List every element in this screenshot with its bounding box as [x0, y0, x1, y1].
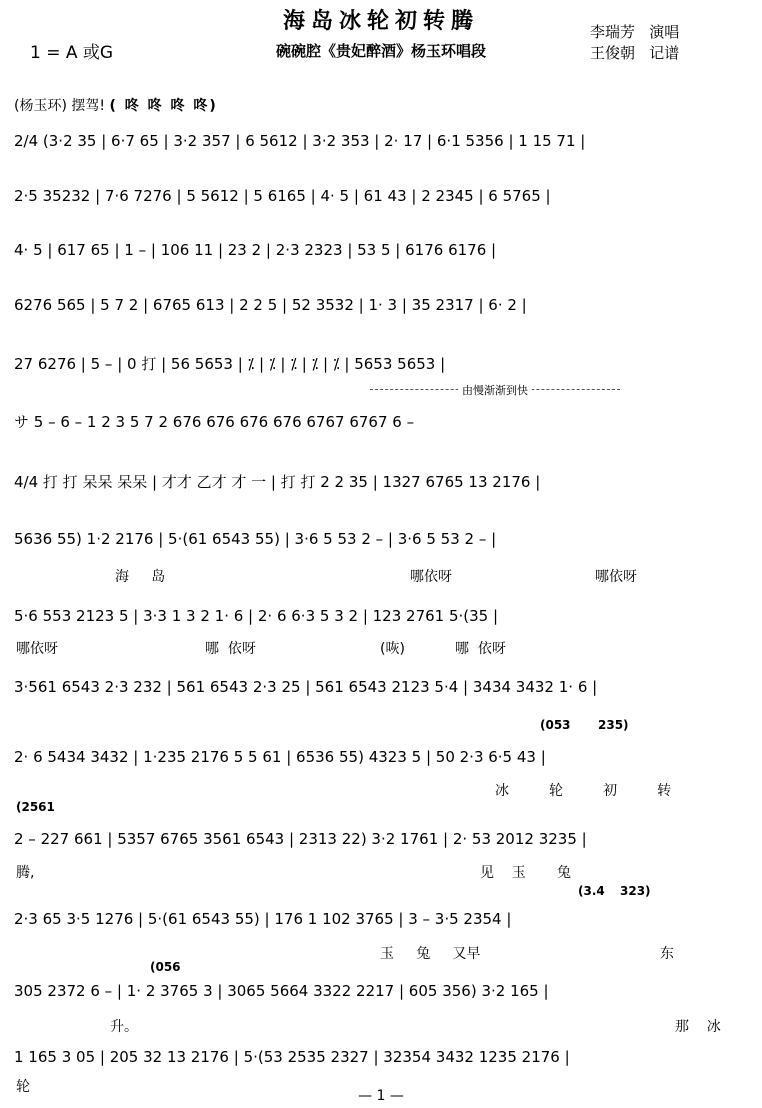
lyric-haidao: 海 岛 — [115, 569, 166, 585]
score-line-7: 4/4 打 打 呆呆 呆呆 | 才才 乙才 才 一 | 打 打 2 2 35 | 1327 6765 13 2176 | — [14, 473, 541, 491]
lyric-nayiya-5: 哪 依呀 — [455, 641, 506, 657]
song-subtitle: 碗碗腔《贵妃醉酒》杨玉环唱段 — [275, 42, 486, 60]
lyric-dong: 东 — [660, 946, 674, 962]
lyric-nayiya-2: 哪依呀 — [595, 569, 637, 585]
score-line-3: 4· 5 | 617 65 | 1 – | 106 11 | 23 2 | 2·3 2323 | 53 5 | 6176 6176 | — [14, 241, 497, 259]
lyric-binglun: 冰 轮 初 转 — [495, 783, 672, 799]
lyric-hui: (咴) — [380, 641, 405, 657]
score-line-2: 2·5 35232 | 7·6 7276 | 5 5612 | 5 6165 | 4· 5 | 61 43 | 2 2345 | 6 5765 | — [14, 187, 551, 205]
paren-235: 235) — [598, 718, 629, 732]
intro-beats: ( 咚 咚 咚 咚) — [109, 98, 218, 114]
lyric-nayiya-4: 哪 依呀 — [205, 641, 256, 657]
lyric-jianyutu: 见 玉 兔 — [480, 865, 571, 881]
lyric-yutu: 玉 兔 又早 — [380, 946, 481, 962]
score-line-6: サ 5 – 6 – 1 2 3 5 7 2 676 676 676 676 6767 6767 6 – — [14, 413, 415, 431]
score-line-12: 2 – 227 661 | 5357 6765 3561 6543 | 2313 22) 3·2 1761 | 2· 53 2012 3235 | — [14, 830, 587, 848]
score-line-9: 5·6 553 2123 5 | 3·3 1 3 2 1· 6 | 2· 6 6·3 5 3 2 | 123 2761 5·(35 | — [14, 607, 499, 625]
lyric-nayiya-3: 哪依呀 — [16, 641, 58, 657]
intro-speaker: (杨玉环) 摆驾! — [14, 98, 105, 114]
page-number: — 1 — — [358, 1088, 404, 1104]
score-line-1: 2/4 (3·2 35 | 6·7 65 | 3·2 357 | 6 5612 | 3·2 353 | 2· 17 | 6·1 5356 | 1 15 71 | — [14, 132, 586, 150]
credits — [590, 22, 679, 64]
score-line-13: 2·3 65 3·5 1276 | 5·(61 6543 55) | 176 1 102 3765 | 3 – 3·5 2354 | — [14, 910, 512, 928]
paren-323: 323) — [620, 884, 651, 898]
score-line-5: 27 6276 | 5 – | 0 打 | 56 5653 | ⁒ | ⁒ | ⁒ | ⁒ | ⁒ | 5653 5653 | — [14, 355, 446, 373]
lyric-sheng: 升。 — [110, 1019, 138, 1035]
paren-056: (056 — [150, 960, 181, 974]
paren-2561: (2561 — [16, 800, 55, 814]
score-line-10: 3·561 6543 2·3 232 | 561 6543 2·3 25 | 561 6543 2123 5·4 | 3434 3432 1· 6 | — [14, 678, 598, 696]
score-line-11: 2· 6 5434 3432 | 1·235 2176 5 5 61 | 6536 55) 4323 5 | 50 2·3 6·5 43 | — [14, 748, 546, 766]
score-line-14: 305 2372 6 – | 1· 2 3765 3 | 3065 5664 3322 2217 | 605 356) 3·2 165 | — [14, 982, 549, 1000]
lyric-nayiya-1: 哪依呀 — [410, 569, 452, 585]
score-line-8: 5636 55) 1·2 2176 | 5·(61 6543 55) | 3·6 5 53 2 – | 3·6 5 53 2 – | — [14, 530, 497, 548]
paren-053: (053 — [540, 718, 571, 732]
song-title: 海岛冰轮初转腾 — [282, 9, 479, 34]
score-line-4: 6276 565 | 5 7 2 | 6765 613 | 2 2 5 | 52 3532 | 1· 3 | 35 2317 | 6· 2 | — [14, 296, 527, 314]
tempo-marking — [370, 384, 620, 406]
lyric-teng: 腾, — [16, 865, 35, 881]
transcriber-credit: 王俊朝 记谱 — [590, 44, 680, 62]
tempo-text: 由慢渐渐到快 — [458, 384, 532, 397]
lyric-nabing: 那 冰 — [675, 1019, 721, 1035]
score-line-15: 1 165 3 05 | 205 32 13 2176 | 5·(53 2535 2327 | 32354 3432 1235 2176 | — [14, 1048, 570, 1066]
key-signature: 1 = A 或G — [30, 43, 114, 63]
performer-credit: 李瑞芳 演唱 — [590, 23, 680, 41]
lyric-lun: 轮 — [16, 1079, 30, 1095]
intro-line — [14, 95, 218, 115]
paren-34: (3.4 — [578, 884, 605, 898]
